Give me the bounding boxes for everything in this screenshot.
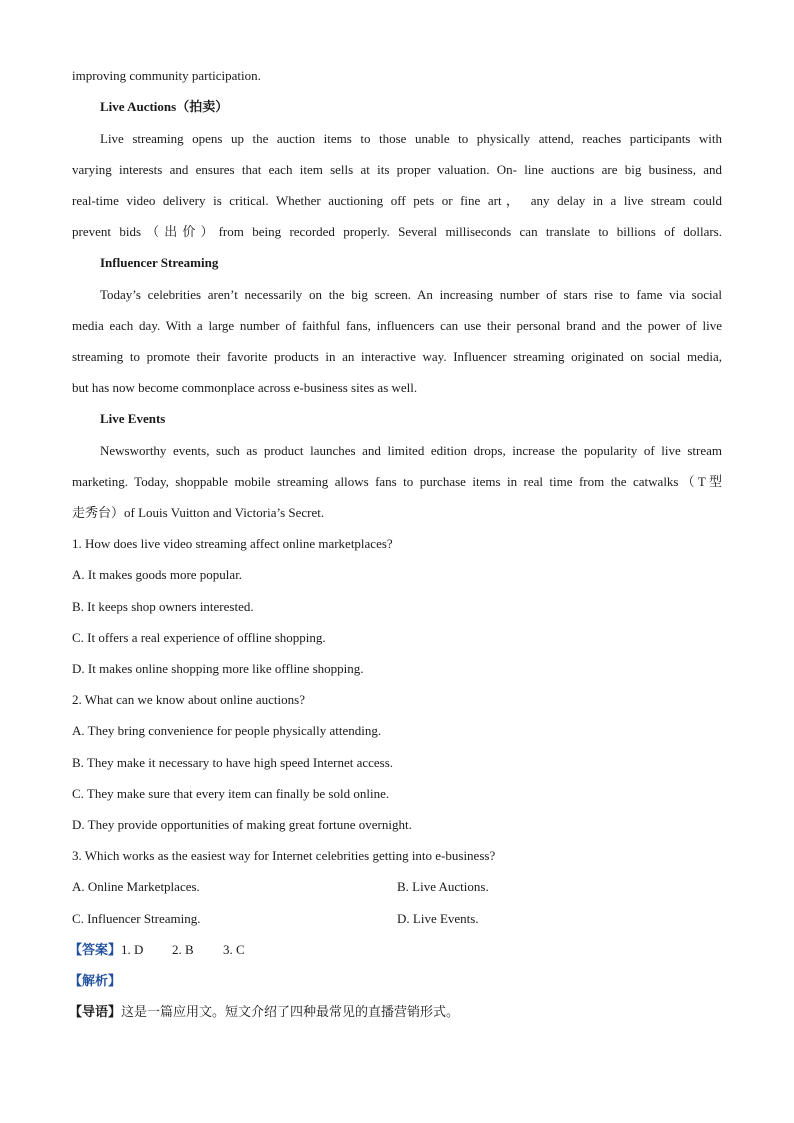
answer-line xyxy=(69,940,719,960)
paragraph-line: prevent bids（出价）from being recorded properly. Several milliseconds can translate to billions of dollars. xyxy=(72,224,722,239)
question-2-option-a: A. They bring convenience for people physically attending. xyxy=(72,723,382,738)
question-2-stem: 2. What can we know about online auctions? xyxy=(72,692,305,707)
analysis-label: 【解析】 xyxy=(69,973,122,988)
question-2-option-b: B. They make it necessary to have high speed Internet access. xyxy=(72,755,394,770)
section-heading-live-events: Live Events xyxy=(100,411,166,426)
paragraph-line: improving community participation. xyxy=(72,68,261,83)
answer-1: 1. D xyxy=(121,942,144,957)
question-3-option-b: B. Live Auctions. xyxy=(397,879,489,894)
question-2-option-c: C. They make sure that every item can finally be sold online. xyxy=(72,786,390,801)
answer-2: 2. B xyxy=(172,942,194,957)
paragraph-line: real-time video delivery is critical. Whether auctioning off pets or fine art， any delay in a live stream could xyxy=(72,193,722,208)
question-3-option-c: C. Influencer Streaming. xyxy=(72,911,201,926)
answer-label: 【答案】 xyxy=(69,942,122,957)
paragraph-line: but has now become commonplace across e-business sites as well. xyxy=(72,380,418,395)
guide-label: 【导语】 xyxy=(69,1004,122,1019)
section-heading-influencer-streaming: Influencer Streaming xyxy=(100,255,219,270)
question-3-stem: 3. Which works as the easiest way for Internet celebrities getting into e-business? xyxy=(72,848,496,863)
question-1-option-c: C. It offers a real experience of offline shopping. xyxy=(72,630,326,645)
paragraph-line: marketing. Today, shoppable mobile streaming allows fans to purchase items in real time from the catwalks（T型 xyxy=(72,474,722,489)
guide-line xyxy=(69,1002,719,1022)
question-3-option-a: A. Online Marketplaces. xyxy=(72,879,200,894)
paragraph-line: 走秀台）of Louis Vuitton and Victoria’s Secret. xyxy=(72,505,325,520)
paragraph-line: varying interests and ensures that each item sells at its proper valuation. On- line auctions are big business, and xyxy=(72,162,722,177)
question-1-stem: 1. How does live video streaming affect online marketplaces? xyxy=(72,536,393,551)
question-1-option-a: A. It makes goods more popular. xyxy=(72,567,243,582)
paragraph-line: media each day. With a large number of faithful fans, influencers can use their personal brand and the power of live xyxy=(72,318,722,333)
question-1-option-d: D. It makes online shopping more like offline shopping. xyxy=(72,661,364,676)
paragraph-line: Newsworthy events, such as product launches and limited edition drops, increase the popularity of live stream xyxy=(100,443,722,458)
question-1-option-b: B. It keeps shop owners interested. xyxy=(72,599,254,614)
question-3-option-d: D. Live Events. xyxy=(397,911,479,926)
paragraph-line: streaming to promote their favorite products in an interactive way. Influencer streaming originated on social media, xyxy=(72,349,722,364)
section-heading-live-auctions: Live Auctions（拍卖） xyxy=(100,99,229,114)
paragraph-line: Today’s celebrities aren’t necessarily on the big screen. An increasing number of stars rise to fame via social xyxy=(100,287,722,302)
question-2-option-d: D. They provide opportunities of making great fortune overnight. xyxy=(72,817,412,832)
answer-3: 3. C xyxy=(223,942,245,957)
paragraph-line: Live streaming opens up the auction items to those unable to physically attend, reaches participants with xyxy=(100,131,722,146)
guide-text: 这是一篇应用文。短文介绍了四种最常见的直播营销形式。 xyxy=(121,1004,460,1019)
